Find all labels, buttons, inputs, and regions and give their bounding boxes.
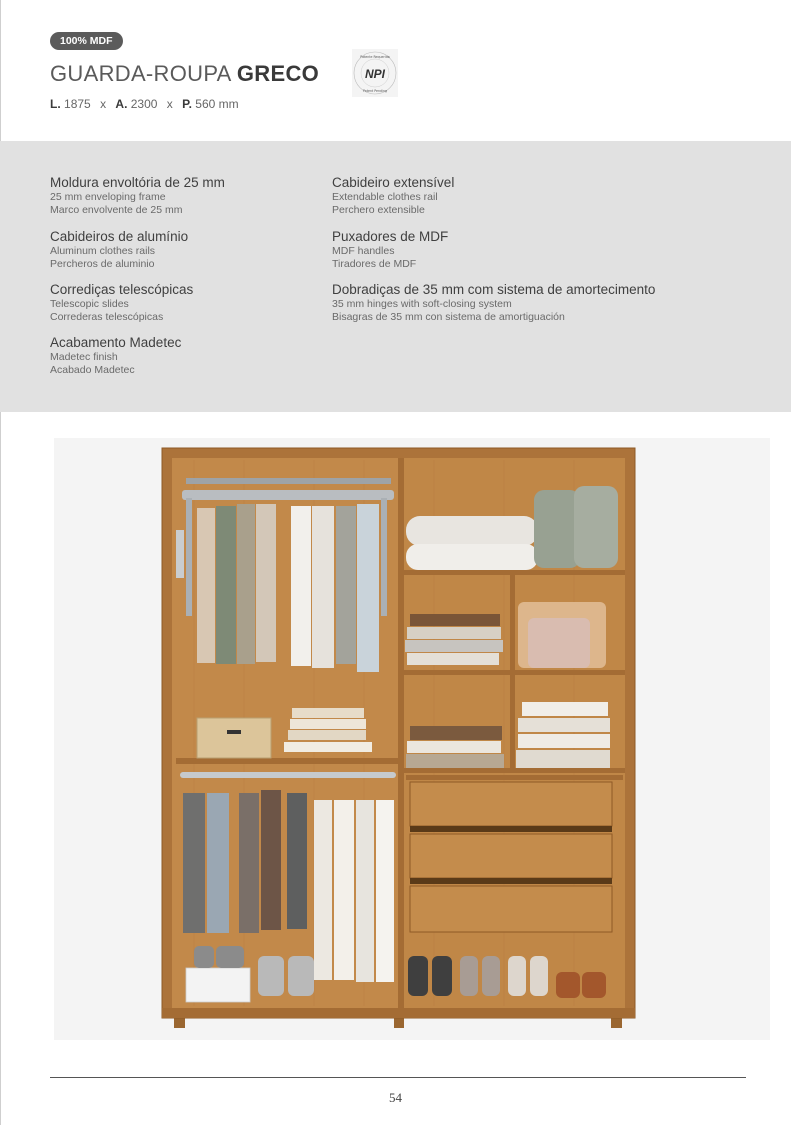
feature-title: Puxadores de MDF xyxy=(332,229,449,244)
feature-spanish: Marco envolvente de 25 mm xyxy=(50,204,183,216)
dimension-separator: x xyxy=(166,97,173,111)
depth-label: P. xyxy=(182,97,192,111)
feature-spanish: Bisagras de 35 mm con sistema de amortiguación xyxy=(332,311,565,323)
feature-item xyxy=(332,228,448,271)
feature-title: Acabamento Madetec xyxy=(50,335,182,350)
svg-text:Patente Requerida: Patente Requerida xyxy=(360,55,390,59)
feature-english: Extendable clothes rail xyxy=(332,191,438,203)
feature-english: Madetec finish xyxy=(50,351,118,363)
features-panel xyxy=(0,141,791,412)
feature-title: Cabideiro extensível xyxy=(332,175,455,190)
feature-item xyxy=(50,281,193,324)
feature-spanish: Perchero extensible xyxy=(332,204,425,216)
page-number: 54 xyxy=(389,1090,402,1105)
dimension-separator: x xyxy=(100,97,107,111)
dimensions xyxy=(50,97,239,111)
feature-english: 35 mm hinges with soft-closing system xyxy=(332,298,512,310)
feature-spanish: Acabado Madetec xyxy=(50,364,135,376)
feature-spanish: Tiradores de MDF xyxy=(332,258,417,270)
product-name: GRECO xyxy=(236,61,320,86)
feature-item xyxy=(50,228,188,271)
footer-rule xyxy=(50,1077,746,1078)
feature-title: Moldura envoltória de 25 mm xyxy=(50,175,225,190)
svg-text:NPI: NPI xyxy=(364,67,386,81)
material-badge: 100% MDF xyxy=(50,32,123,50)
feature-spanish: Percheros de aluminio xyxy=(50,258,155,270)
feature-title: Dobradiças de 35 mm com sistema de amortecimento xyxy=(332,282,656,297)
feature-item xyxy=(332,281,655,324)
feature-english: MDF handles xyxy=(332,245,395,257)
feature-spanish: Correderas telescópicas xyxy=(50,311,164,323)
svg-text:Patent Pending: Patent Pending xyxy=(363,89,387,93)
width-label: L. xyxy=(50,97,61,111)
depth-value: 560 mm xyxy=(195,97,239,111)
feature-title: Cabideiros de alumínio xyxy=(50,229,189,244)
feature-item xyxy=(50,174,225,217)
feature-title: Corrediças telescópicas xyxy=(50,282,194,297)
wardrobe-illustration xyxy=(54,438,770,1040)
height-value: 2300 xyxy=(130,97,158,111)
patent-seal-logo xyxy=(352,49,398,97)
feature-item xyxy=(50,334,181,377)
feature-english: 25 mm enveloping frame xyxy=(50,191,166,203)
feature-item xyxy=(332,174,454,217)
width-value: 1875 xyxy=(64,97,91,111)
height-label: A. xyxy=(115,97,128,111)
product-title xyxy=(50,61,319,87)
feature-english: Telescopic slides xyxy=(50,298,129,310)
feature-english: Aluminum clothes rails xyxy=(50,245,156,257)
title-prefix: GUARDA-ROUPA xyxy=(50,61,231,86)
